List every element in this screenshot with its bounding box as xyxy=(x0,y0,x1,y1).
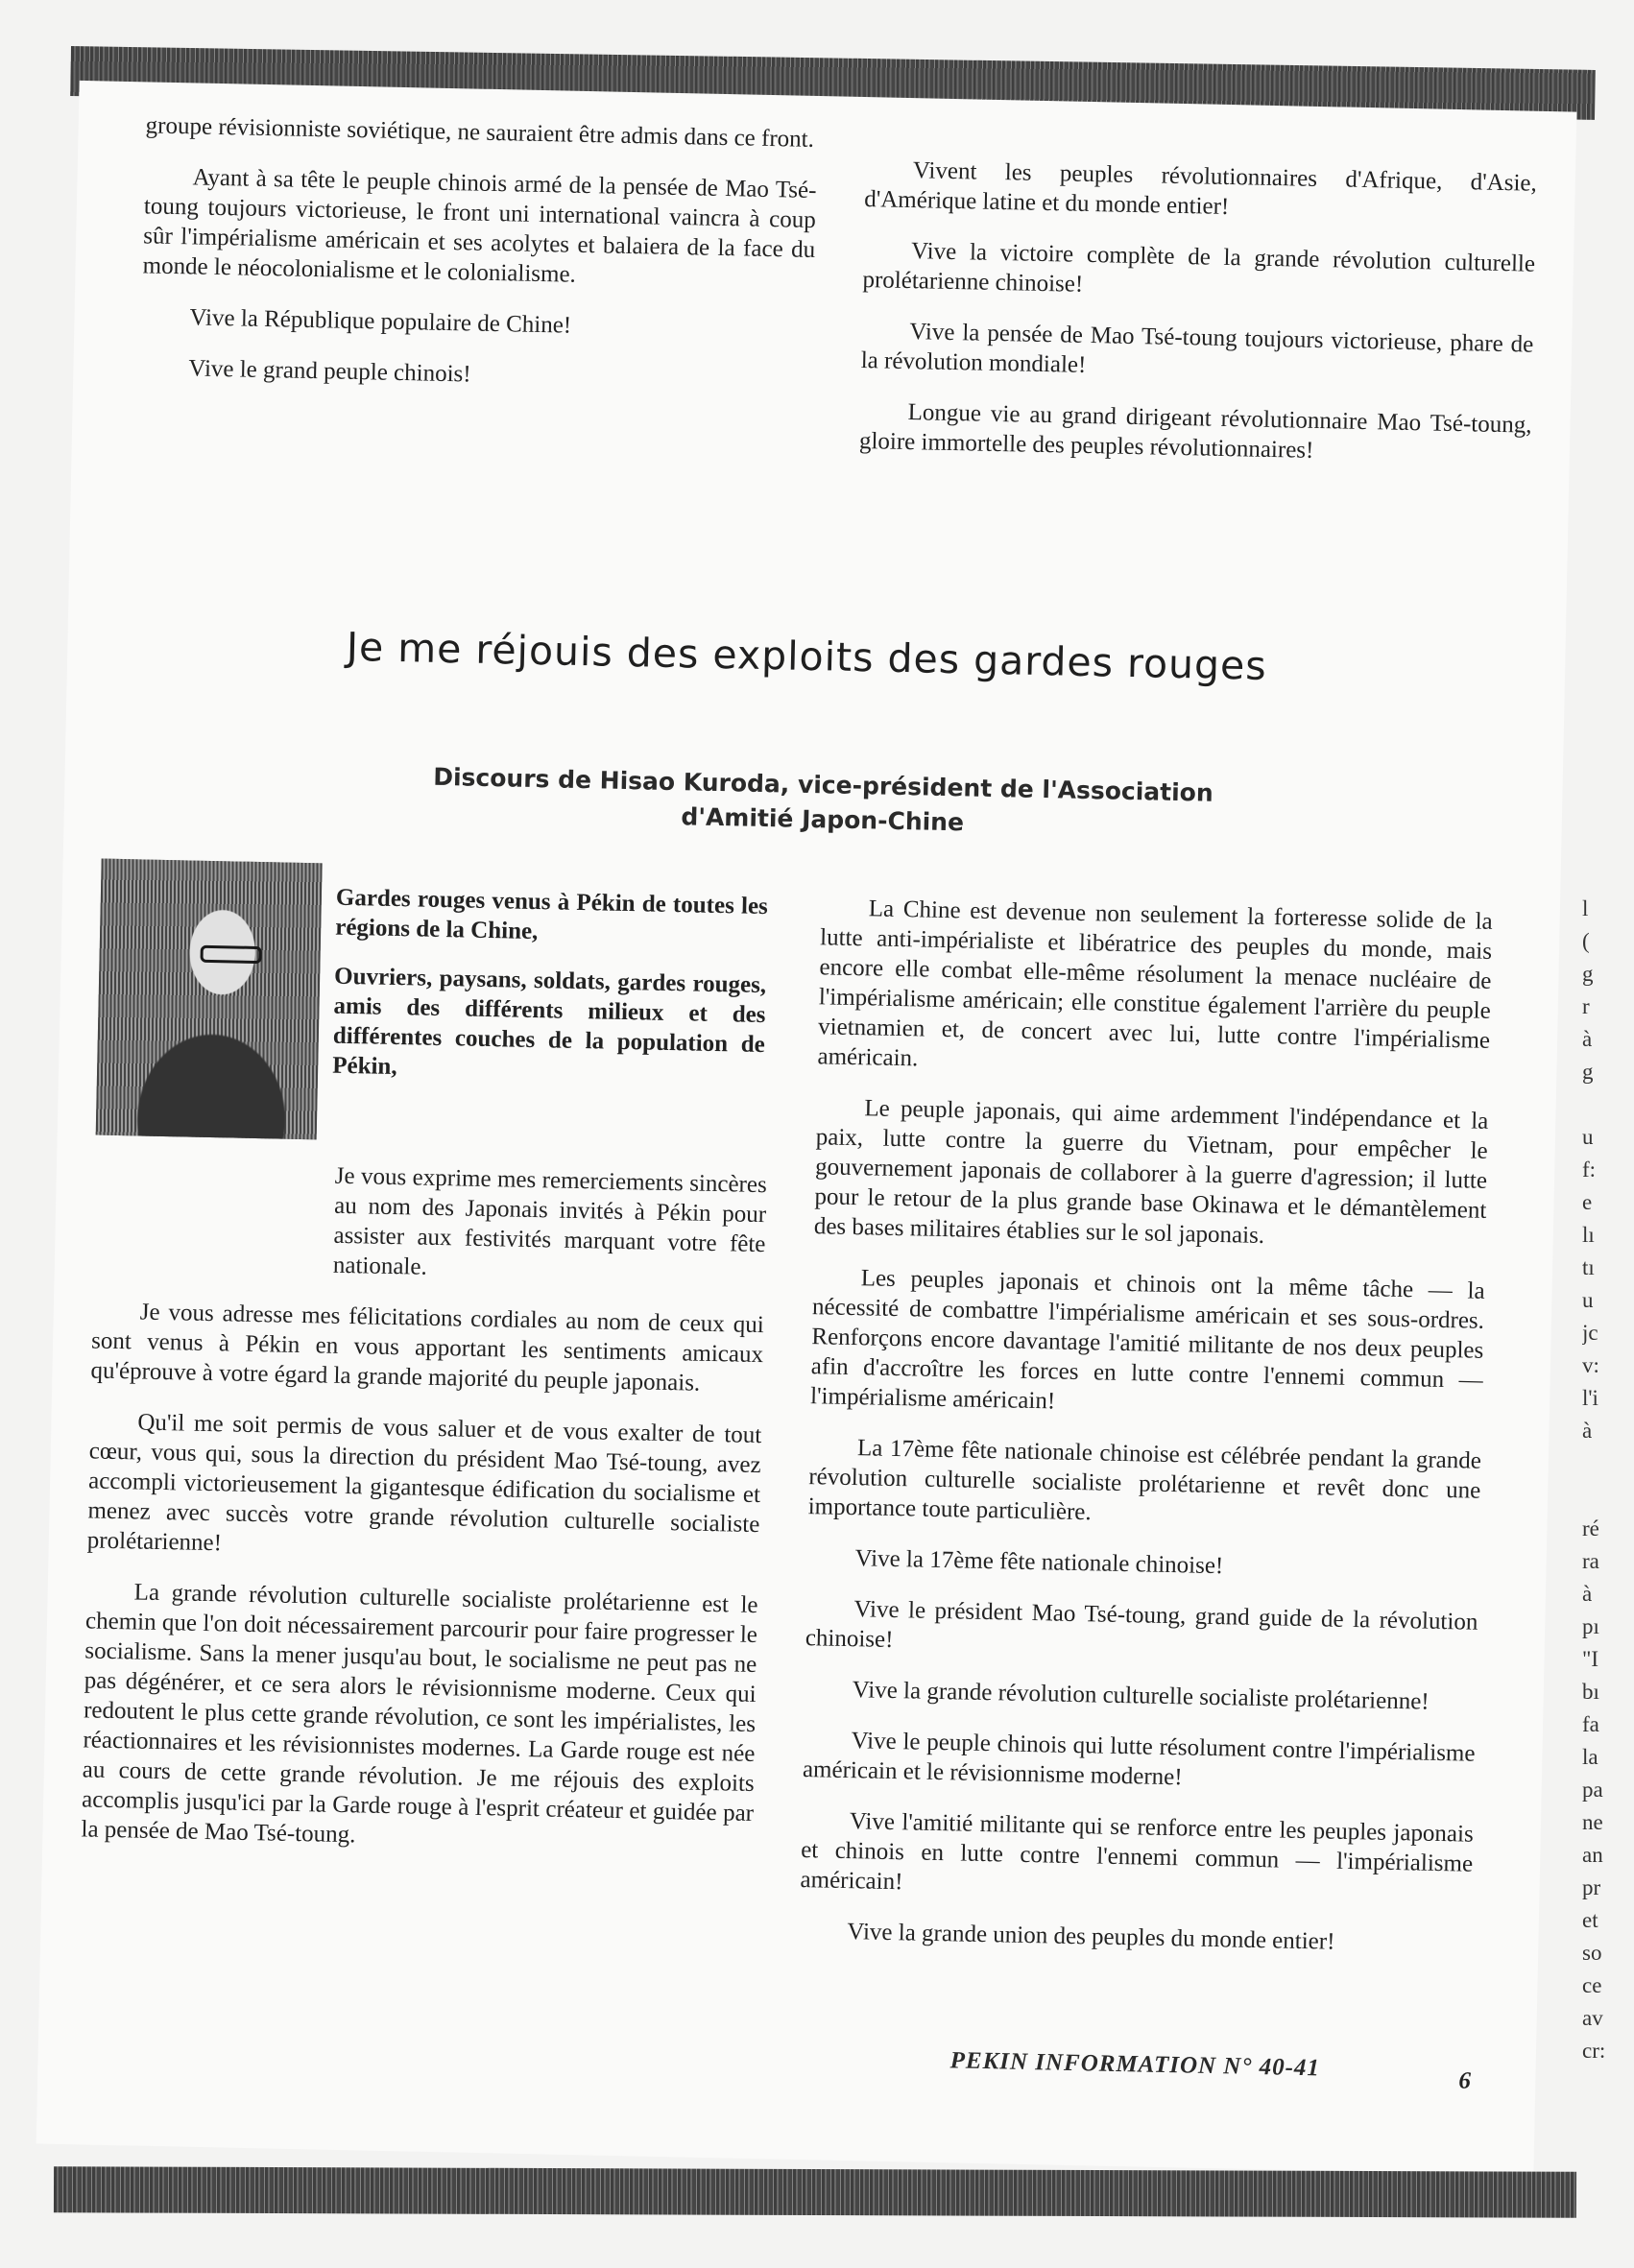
paragraph: Qu'il me soit permis de vous saluer et de vous exalter de tout cœur, vous qui, sous la direction du président Mao Tsé-toung, avez accompli victorieusement la gigantesque édification du socialisme et menez avec succès votre grande révolution culturelle socialiste prolétarienne! xyxy=(86,1409,762,1557)
edge-fragment: fa xyxy=(1582,1712,1599,1736)
edge-fragment: jc xyxy=(1582,1321,1598,1345)
edge-fragment: à xyxy=(1582,1027,1593,1051)
salutation: Gardes rouges venus à Pékin de toutes les régions de la Chine, xyxy=(334,884,769,945)
edge-fragment xyxy=(1582,1088,1634,1121)
edge-fragment: ce xyxy=(1582,1973,1602,1997)
paragraph: Vive la grande révolution culturelle socialiste prolétarienne! xyxy=(852,1677,1430,1715)
edge-fragment: g xyxy=(1582,962,1594,986)
edge-fragment: v: xyxy=(1582,1353,1599,1377)
edge-fragment: à xyxy=(1582,1582,1593,1606)
edge-fragment: l xyxy=(1582,896,1589,920)
glasses-detail xyxy=(200,945,261,964)
edge-fragment: l'i xyxy=(1582,1386,1598,1410)
paragraph: Longue vie au grand dirigeant révolutionnaire Mao Tsé-toung, gloire immortelle des peuples révolutionnaires! xyxy=(858,399,1532,464)
paragraph: Le peuple japonais, qui aime ardemment l'indépendance et la paix, lutte contre la guerre du Vietnam, pour empêcher le gouvernement japonais de collaborer à la guerre d'agression; il lutte pour le retour de la plus grande base Okinawa et le démantèlement des bases militaires établies sur le sol japonais. xyxy=(813,1095,1489,1250)
paragraph: Vive la pensée de Mao Tsé-toung toujours victorieuse, phare de la révolution mondiale! xyxy=(860,319,1534,378)
edge-fragment: ré xyxy=(1582,1516,1599,1540)
edge-fragment: pa xyxy=(1582,1778,1603,1802)
document-page xyxy=(36,81,1577,2175)
subtitle-line: d'Amitié Japon-Chine xyxy=(681,802,965,837)
scan-border-bottom xyxy=(54,2166,1576,2218)
paragraph: Vive la grande union des peuples du monde entier! xyxy=(847,1919,1335,1955)
paragraph: Vive la victoire complète de la grande révolution culturelle prolétarienne chinoise! xyxy=(862,238,1536,298)
top-left-column xyxy=(140,110,818,418)
edge-fragment: f: xyxy=(1582,1158,1597,1182)
paragraph: Ayant à sa tête le peuple chinois armé de la pensée de Mao Tsé-toung toujours victorieuse, le front uni international vaincra à coup sûr l'impérialisme américain et ses acolytes et balaiera de la face du monde le néocolonialisme et le colonialisme. xyxy=(142,164,817,288)
paragraph: groupe révisionniste soviétique, ne sauraient être admis dans ce front. xyxy=(145,112,815,153)
edge-fragment: pr xyxy=(1582,1875,1601,1899)
publication-footer: PEKIN INFORMATION N° 40-41 xyxy=(949,2047,1321,2082)
article-subtitle xyxy=(399,759,1245,846)
paragraph: Je vous adresse mes félicitations cordiales au nom de ceux qui sont venus à Pékin en vous apportant les sentiments amicaux qu'éprouve à votre égard la grande majorité du peuple japonais. xyxy=(90,1299,764,1397)
edge-fragment: lı xyxy=(1582,1223,1595,1247)
author-portrait-photo xyxy=(96,859,323,1140)
salutations xyxy=(332,883,769,1109)
edge-fragment: e xyxy=(1582,1190,1593,1214)
edge-fragment: pı xyxy=(1582,1614,1599,1638)
paragraph: La Chine est devenue non seulement la forteresse solide de la lutte anti-impérialiste et libératrice des peuples du monde, mais encore elle combat elle-même résolument la menace nucléaire de l'impérialisme américain; elle constitue également l'arrière du peuple vietnamien et, de concert avec lui, lutte contre l'impérialisme américain. xyxy=(817,895,1493,1072)
edge-fragment: u xyxy=(1582,1125,1594,1149)
edge-fragment: bı xyxy=(1582,1680,1599,1704)
paragraph: Vive l'amitié militante qui se renforce entre les peuples japonais et chinois en lutte contre l'ennemi commun — l'impérialisme américain! xyxy=(800,1808,1475,1896)
article-right-column xyxy=(799,893,1493,1980)
paragraph: Vive le président Mao Tsé-toung, grand guide de la révolution chinoise! xyxy=(805,1596,1478,1654)
paragraph: Vive le peuple chinois qui lutte résolument contre l'impérialisme américain et le révisionnisme moderne! xyxy=(802,1728,1476,1791)
edge-fragment: g xyxy=(1582,1060,1594,1084)
edge-fragment: et xyxy=(1582,1908,1598,1932)
edge-fragment: tı xyxy=(1582,1255,1595,1279)
edge-fragment: ( xyxy=(1582,929,1590,953)
edge-fragment: ne xyxy=(1582,1810,1603,1834)
edge-fragment: u xyxy=(1582,1288,1594,1312)
edge-fragment: à xyxy=(1582,1419,1593,1443)
edge-fragment: av xyxy=(1582,2006,1603,2030)
paragraph: Vive la 17ème fête nationale chinoise! xyxy=(854,1545,1224,1580)
adjacent-page-edge-fragments xyxy=(1582,893,1634,2067)
paragraph: Vive la République populaire de Chine! xyxy=(189,304,572,339)
paragraph: La grande révolution culturelle socialiste prolétarienne est le chemin que l'on doit nécessairement parcourir pour faire progresser le socialisme. Sans la mener jusqu'au bout, le socialisme ne peut pas ne pas dégénérer, et ce sera alors le révisionnisme moderne. Ceux qui redoutent le plus cette grande révolution, ce sont les impérialistes, les réactionnaires et les révisionnistes modernes. La Garde rouge est née au cours de cette grande révolution. Je me réjouis des exploits accomplis jusqu'ici par la Garde rouge à l'esprit créateur et guidée par la pensée de Mao Tsé-toung. xyxy=(81,1579,758,1849)
edge-fragment: ra xyxy=(1582,1549,1599,1573)
edge-fragment xyxy=(1582,1447,1634,1480)
paragraph: Vivent les peuples révolutionnaires d'Afrique, d'Asie, d'Amérique latine et du monde entier! xyxy=(863,157,1538,221)
edge-fragment: cr: xyxy=(1582,2039,1606,2063)
article-left-column xyxy=(81,1156,767,1878)
edge-fragment xyxy=(1582,1480,1634,1513)
edge-fragment: r xyxy=(1582,994,1590,1018)
edge-fragment: so xyxy=(1582,1941,1602,1965)
paragraph: Vive le grand peuple chinois! xyxy=(188,355,471,388)
article-title: Je me réjouis des exploits des gardes rouges xyxy=(346,623,1268,689)
subtitle-line: Discours de Hisao Kuroda, vice-président de l'Association xyxy=(432,762,1213,807)
page-number: 6 xyxy=(1458,2067,1472,2094)
paragraph: La 17ème fête nationale chinoise est célébrée pendant la grande révolution culturelle socialiste prolétarienne et revêt donc une importance toute particulière. xyxy=(807,1435,1482,1526)
paragraph: Les peuples japonais et chinois ont la même tâche — la nécessité de combattre l'impérialisme américain et ses sous-ordres. Renforçons encore davantage l'amitié militante de nos deux peuples afin d'accroître les forces en lutte contre l'ennemi commun — l'impérialisme américain! xyxy=(809,1265,1485,1415)
paragraph: Je vous exprime mes remerciements sincères au nom des Japonais invités à Pékin pour assister aux festivités marquant votre fête nationale. xyxy=(332,1162,768,1280)
edge-fragment: an xyxy=(1582,1843,1603,1867)
top-right-column xyxy=(858,155,1537,491)
edge-fragment: "I xyxy=(1582,1647,1599,1671)
salutation: Ouvriers, paysans, soldats, gardes rouges, amis des différents milieux et des différentes couches de la population de Pékin, xyxy=(331,963,767,1081)
edge-fragment: la xyxy=(1582,1745,1598,1769)
